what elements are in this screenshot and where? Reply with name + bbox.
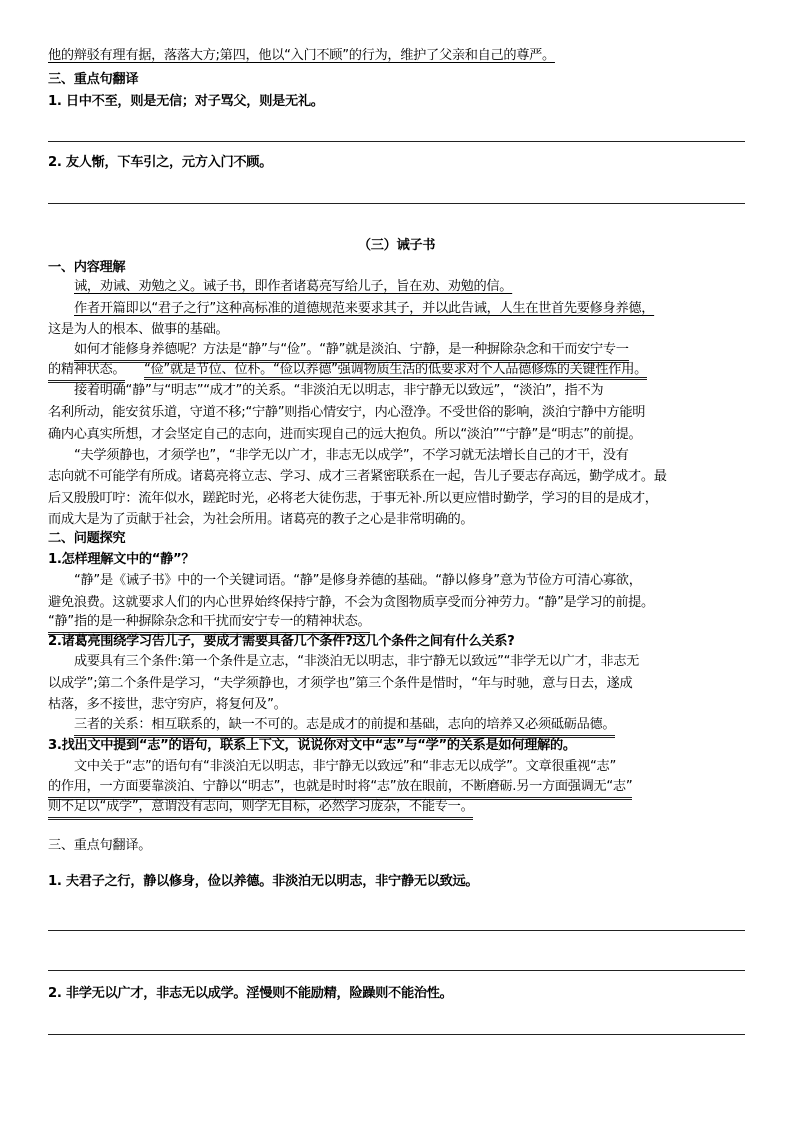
answer-line: “静”指的是一种摒除杂念和干扰而安宁专一的精神状态。 bbox=[48, 612, 370, 635]
answer-line: 成要具有三个条件:第一个条件是立志，“非淡泊无以明志，非宁静无以致远”“非学无以广才，非志无 bbox=[74, 654, 640, 669]
paragraph-line: 诫，劝诫、劝勉之义。诫子书，即作者诸葛亮写给儿子，旨在劝、劝勉的信。 bbox=[74, 279, 513, 294]
paragraph-line: 作者开篇即以“君子之行”这种高标准的道德规范来要求其子，并以此告诫，人生在世首先要修身养德， bbox=[74, 301, 655, 316]
paragraph-line: 后又殷殷叮咛：流年似水，蹉跎时光，必将老大徒伤悲，于事无补.所以更应惜时勤学，学习的目的是成才， bbox=[48, 491, 658, 506]
section-heading: 二、问题探究 bbox=[48, 531, 126, 546]
question: 1.怎样理解文中的“静”？ bbox=[48, 552, 195, 567]
translation-question: 1. 夫君子之行，静以修身，俭以养德。非淡泊无以明志，非宁静无以致远。 bbox=[48, 874, 479, 889]
section-heading: 一、内容理解 bbox=[48, 260, 126, 275]
question: 3.找出文中提到“志”的语句，联系上下文，说说你对文中“志”与“学”的关系是如何理解的。 bbox=[48, 738, 576, 753]
answer-line: 则不足以“成学”，意谓没有志向，则学无目标，必然学习庞杂，不能专一。 bbox=[48, 797, 473, 820]
answer-line bbox=[48, 1034, 745, 1035]
paragraph-line: 接着明确“静”与“明志”“成才”的关系。“非淡泊无以明志，非宁静无以致远”，“淡泊”，指不为 bbox=[74, 383, 604, 398]
answer-line: “静”是《诫子书》中的一个关键词语。“静”是修身养德的基础。“静以修身”意为节俭方可清心寡欲， bbox=[74, 573, 642, 588]
answer-line bbox=[48, 930, 745, 931]
translation-question: 2. 非学无以广才，非志无以成学。淫慢则不能励精，险躁则不能治性。 bbox=[48, 986, 453, 1001]
paragraph-line: “俭”就是节位、位朴。“俭以养德”强调物质生活的低要求对个人品德修炼的关键性作用。 bbox=[144, 360, 647, 380]
answer-line: 枯落，多不接世，悲守穷庐，将复何及”。 bbox=[48, 697, 287, 712]
answer-line bbox=[48, 203, 745, 204]
section-heading: 三、重点句翻译 bbox=[48, 72, 139, 87]
answer-line: 的作用，一方面要靠淡泊、宁静以“明志”，也就是时时将“志”放在眼前，不断磨砺.另一方面强调无“志” bbox=[48, 777, 632, 800]
section-heading: 三、重点句翻译。 bbox=[48, 838, 152, 853]
paragraph-line: 他的辩驳有理有据，落落大方;第四，他以“入门不顾”的行为，维护了父亲和自己的尊严。 bbox=[48, 48, 555, 63]
paragraph-line: “夫学须静也，才须学也”，“非学无以广才，非志无以成学”，不学习就无法增长自己的才干，没有 bbox=[74, 448, 629, 463]
paragraph-line: 确内心真实所想，才会坚定自己的志向，进而实现自己的远大抱负。所以“淡泊”“宁静”是“明志”的前提。 bbox=[48, 427, 642, 442]
translation-question: 1. 日中不至，则是无信；对子骂父，则是无礼。 bbox=[48, 94, 324, 109]
question: 2.诸葛亮围绕学习告儿子，要成才需要具备几个条件?这几个条件之间有什么关系? bbox=[48, 634, 515, 649]
section-title: （三）诫子书 bbox=[357, 238, 436, 253]
paragraph-line: 志向就不可能学有所成。诸葛亮将立志、学习、成才三者紧密联系在一起，告儿子要志存高远，勤学成才。最 bbox=[48, 469, 667, 484]
paragraph-line: 这是为人的根本、做事的基础。 bbox=[48, 322, 229, 337]
answer-line: 文中关于“志”的语句有“非淡泊无以明志，非宁静无以致远”和“非志无以成学”。文章很重视“志” bbox=[74, 759, 616, 774]
answer-line bbox=[48, 141, 745, 142]
paragraph-line: 名利所动，能安贫乐道，守道不移;“宁静”则指心情安宁，内心澄净。不受世俗的影响，淡泊宁静中方能明 bbox=[48, 405, 646, 420]
translation-question: 2. 友人惭，下车引之，元方入门不顾。 bbox=[48, 155, 273, 170]
answer-line: 以成学”;第二个条件是学习，“夫学须静也，才须学也”第三个条件是惜时，“年与时驰，意与日去，遂成 bbox=[48, 676, 633, 691]
paragraph-line: 如何才能修身养德呢？方法是“静”与“俭”。“静”就是淡泊、宁静，是一种摒除杂念和干而安宁专一 bbox=[74, 340, 629, 363]
answer-line: 三者的关系：相互联系的，缺一不可的。志是成才的前提和基础，志向的培养又必须砥砺品德。 bbox=[74, 715, 615, 738]
answer-line bbox=[48, 970, 745, 971]
answer-line: 避免浪费。这就要求人们的内心世界始终保持宁静，不会为贪图物质享受而分神劳力。“静”是学习的前提。 bbox=[48, 595, 654, 610]
paragraph-line: 而成大是为了贡献于社会，为社会所用。诸葛亮的教子之心是非常明确的。 bbox=[48, 512, 474, 527]
paragraph-line: 的精神状态。 bbox=[48, 360, 125, 383]
